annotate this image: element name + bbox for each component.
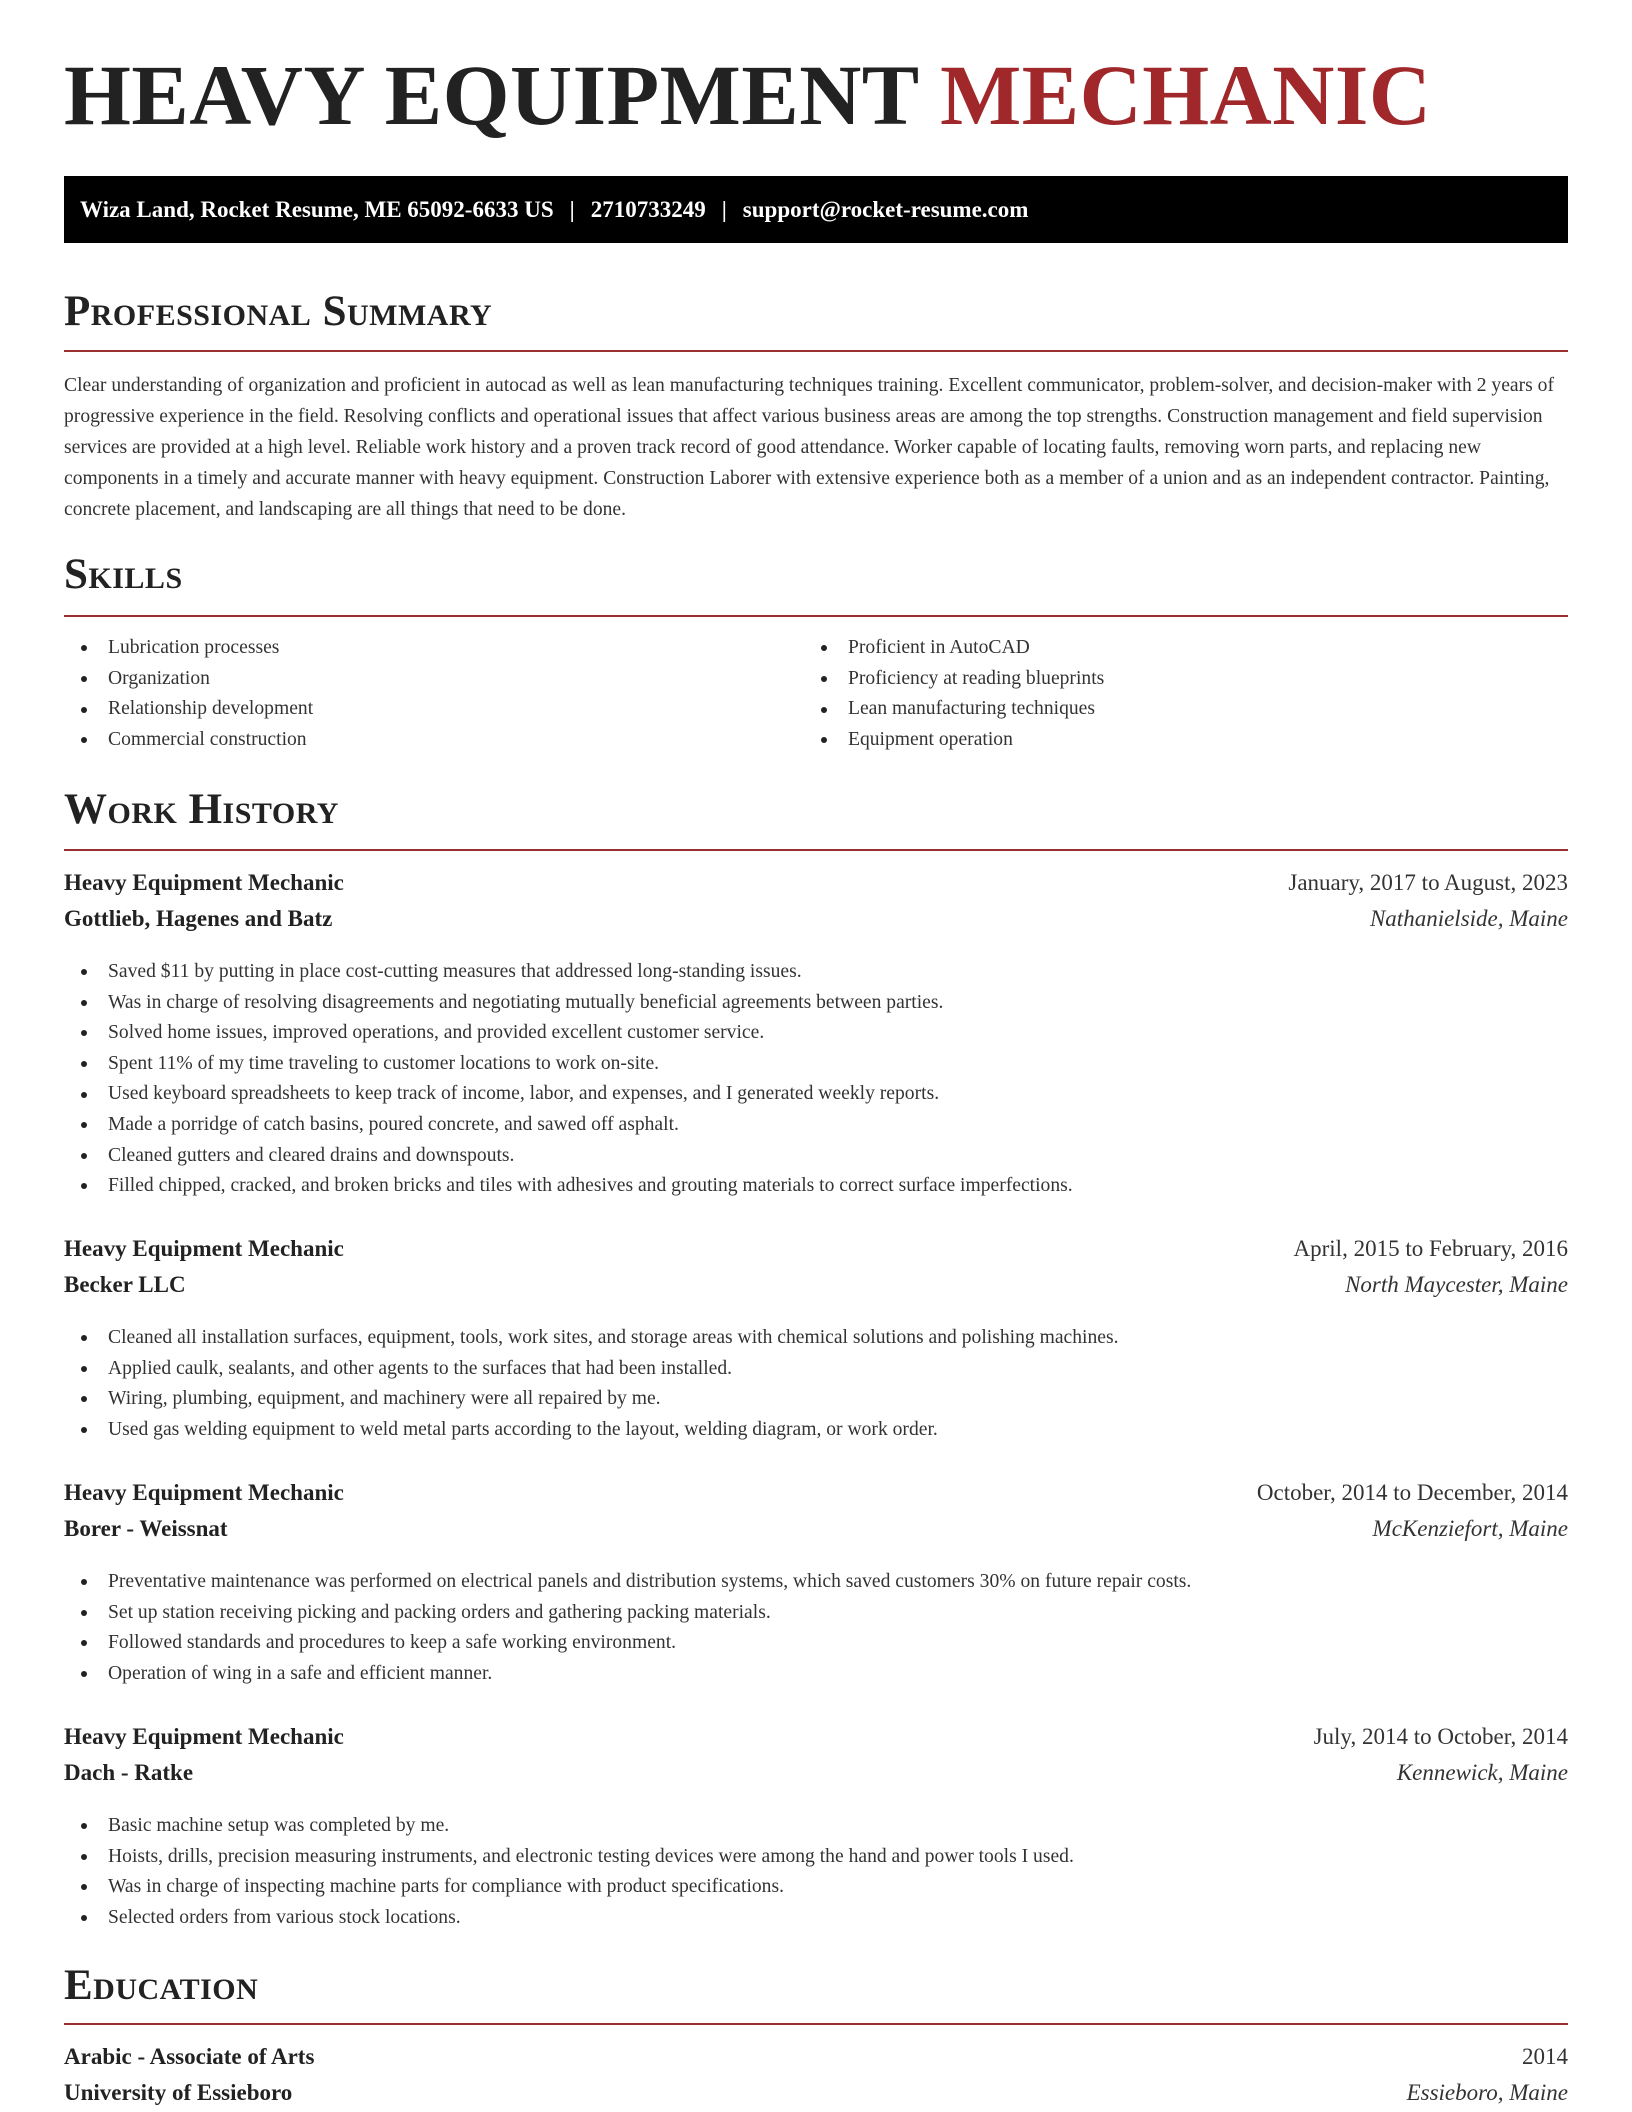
job-location: McKenziefort, Maine (1372, 1516, 1568, 1541)
job-title: Heavy Equipment Mechanic (64, 1480, 344, 1505)
section-divider (64, 350, 1568, 352)
job-company: Becker LLC (64, 1272, 186, 1297)
education-heading: Education (64, 1962, 259, 2009)
education-school: University of Essieboro (64, 2080, 293, 2105)
job-bullets (64, 1567, 1191, 1689)
job-bullet: Set up station receiving picking and packing orders and gathering packing materials. (64, 1598, 1191, 1629)
education-year: 2014 (1522, 2044, 1568, 2069)
job-bullets (64, 1811, 1074, 1933)
education-location: Essieboro, Maine (1406, 2080, 1568, 2105)
job-location: Nathanielside, Maine (1369, 906, 1568, 931)
skill-item: Equipment operation (804, 725, 1568, 756)
job-bullet: Cleaned all installation surfaces, equipment, tools, work sites, and storage areas with chemical solutions and polishing machines. (64, 1323, 1118, 1354)
skill-item: Lubrication processes (64, 633, 804, 664)
contact-address: Wiza Land, Rocket Resume, ME 65092-6633 US (80, 196, 554, 222)
job-bullet: Was in charge of resolving disagreements and negotiating mutually beneficial agreements between parties. (64, 988, 1073, 1019)
job-company: Borer - Weissnat (64, 1516, 228, 1541)
job-bullet: Wiring, plumbing, equipment, and machinery were all repaired by me. (64, 1384, 1118, 1415)
summary-heading: Professional Summary (64, 288, 493, 335)
job-company: Dach - Ratke (64, 1760, 194, 1785)
job-bullet: Solved home issues, improved operations, and provided excellent customer service. (64, 1018, 1073, 1049)
job-bullet: Followed standards and procedures to keep a safe working environment. (64, 1628, 1191, 1659)
title-accent: MECHANIC (940, 47, 1432, 143)
skills-heading: Skills (64, 551, 183, 598)
job-bullet: Was in charge of inspecting machine parts for compliance with product specifications. (64, 1872, 1074, 1903)
job-bullet: Cleaned gutters and cleared drains and downspouts. (64, 1141, 1073, 1172)
contact-separator: | (569, 196, 575, 222)
skill-item: Commercial construction (64, 725, 804, 756)
job-bullet: Selected orders from various stock locations. (64, 1903, 1074, 1934)
skill-item: Lean manufacturing techniques (804, 694, 1568, 725)
job-bullet: Made a porridge of catch basins, poured concrete, and sawed off asphalt. (64, 1110, 1073, 1141)
job-bullet: Filled chipped, cracked, and broken bricks and tiles with adhesives and grouting materials to correct surface imperfections. (64, 1171, 1073, 1202)
resume-title (64, 47, 1432, 143)
skill-item: Proficiency at reading blueprints (804, 664, 1568, 695)
job-title: Heavy Equipment Mechanic (64, 1724, 344, 1749)
skill-item: Relationship development (64, 694, 804, 725)
contact-separator: | (721, 196, 727, 222)
section-divider (64, 849, 1568, 851)
skill-item: Organization (64, 664, 804, 695)
job-bullets (64, 957, 1073, 1202)
job-bullet: Preventative maintenance was performed on electrical panels and distribution systems, which saved customers 30% on future repair costs. (64, 1567, 1191, 1598)
summary-text: Clear understanding of organization and proficient in autocad as well as lean manufacturing techniques training. Excellent communicator, problem-solver, and decision-maker with 2 years of progressive experience in the field. Resolving conflicts and operational issues that affect various business areas are among the top strengths. Construction management and field supervision services are provided at a high level. Reliable work history and a proven track record of good attendance. Worker capable of locating faults, removing worn parts, and replacing new components in a timely and accurate manner with heavy equipment. Construction Laborer with extensive experience both as a member of a union and as an independent contractor. Painting, concrete placement, and landscaping are all things that need to be done. (64, 375, 1554, 520)
job-bullets (64, 1323, 1118, 1445)
job-dates: April, 2015 to February, 2016 (1293, 1236, 1568, 1261)
skill-item: Proficient in AutoCAD (804, 633, 1568, 664)
job-bullet: Hoists, drills, precision measuring instruments, and electronic testing devices were among the hand and power tools I used. (64, 1842, 1074, 1873)
contact-email: support@rocket-resume.com (742, 196, 1029, 222)
job-bullet: Basic machine setup was completed by me. (64, 1811, 1074, 1842)
section-divider (64, 615, 1568, 617)
job-title: Heavy Equipment Mechanic (64, 870, 344, 895)
job-company: Gottlieb, Hagenes and Batz (64, 906, 333, 931)
education-degree: Arabic - Associate of Arts (64, 2044, 315, 2069)
job-location: North Maycester, Maine (1345, 1272, 1568, 1297)
contact-phone: 2710733249 (590, 196, 706, 222)
job-bullet: Used gas welding equipment to weld metal parts according to the layout, welding diagram, or work order. (64, 1415, 1118, 1446)
job-dates: October, 2014 to December, 2014 (1256, 1480, 1568, 1505)
contact-bar (64, 176, 1568, 243)
job-dates: January, 2017 to August, 2023 (1288, 870, 1568, 895)
title-main: HEAVY EQUIPMENT (64, 47, 919, 143)
job-bullet: Applied caulk, sealants, and other agents to the surfaces that had been installed. (64, 1354, 1118, 1385)
job-bullet: Operation of wing in a safe and efficient manner. (64, 1659, 1191, 1690)
job-bullet: Used keyboard spreadsheets to keep track of income, labor, and expenses, and I generated weekly reports. (64, 1079, 1073, 1110)
job-title: Heavy Equipment Mechanic (64, 1236, 344, 1261)
job-bullet: Spent 11% of my time traveling to customer locations to work on-site. (64, 1049, 1073, 1080)
job-dates: July, 2014 to October, 2014 (1313, 1724, 1568, 1749)
skills-list-left (64, 633, 804, 756)
skills-list-right (804, 633, 1568, 756)
job-location: Kennewick, Maine (1396, 1760, 1568, 1785)
work-history-heading: Work History (64, 786, 339, 833)
job-bullet: Saved $11 by putting in place cost-cutting measures that addressed long-standing issues. (64, 957, 1073, 988)
section-divider (64, 2023, 1568, 2025)
